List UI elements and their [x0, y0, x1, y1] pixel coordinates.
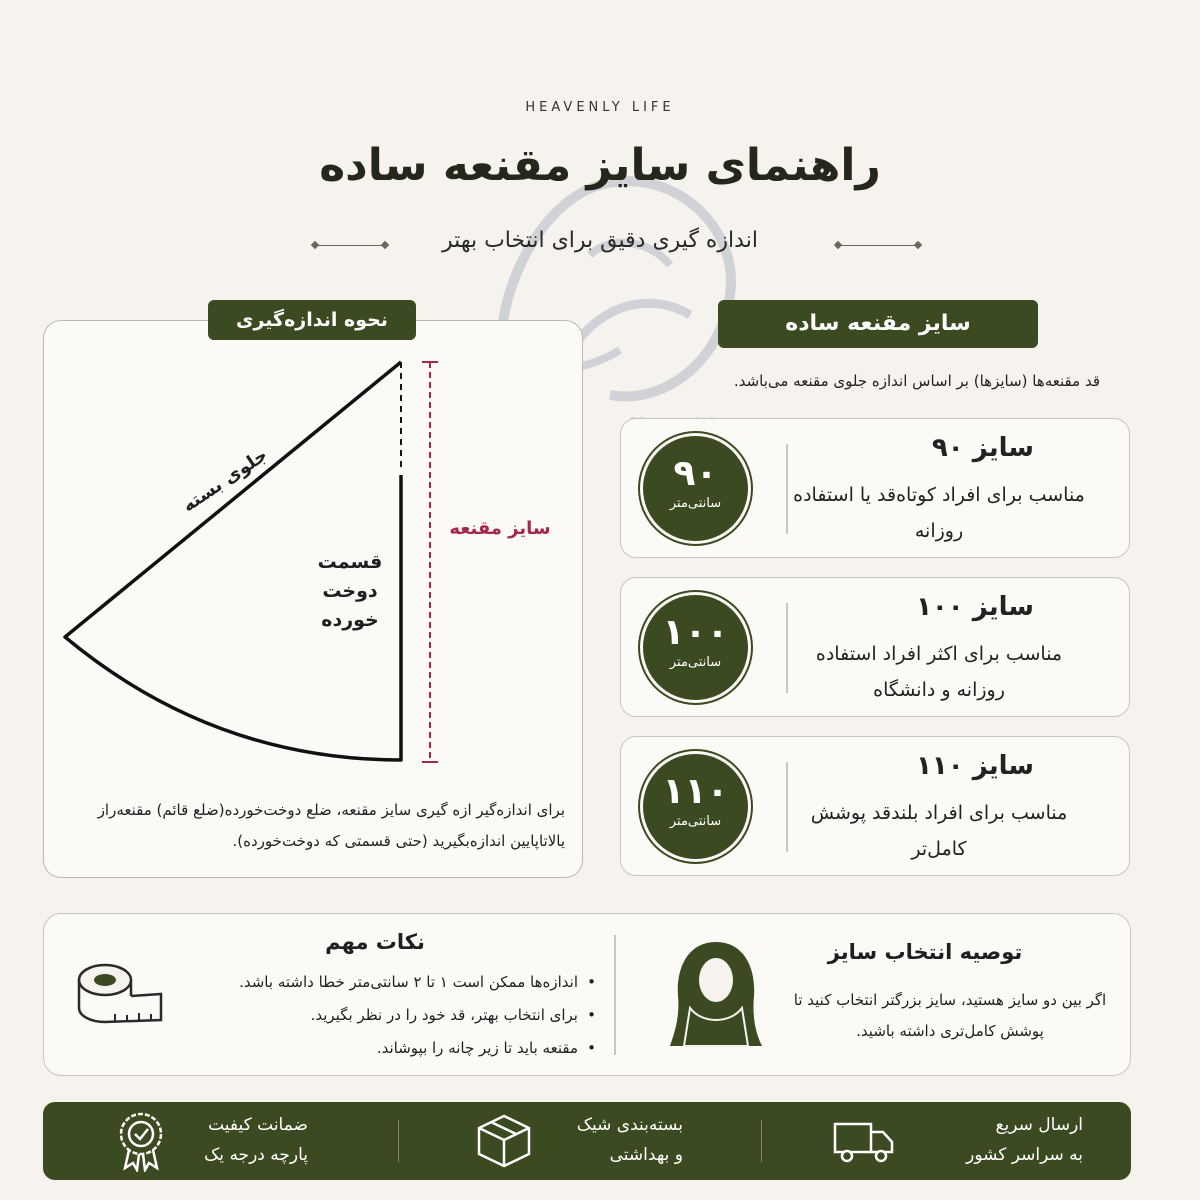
size-card-110: [620, 736, 1130, 876]
size-circle: [643, 754, 748, 859]
quality-text: [163, 1110, 308, 1170]
shipping-title: ارسال سریع: [995, 1115, 1083, 1135]
notes-item: • مقنعه باید تا زیر چانه را بپوشاند.: [170, 1032, 600, 1065]
packaging-text: [513, 1110, 683, 1170]
notes-title: نکات مهم: [325, 930, 425, 954]
size-label: سایز مقنعه: [449, 518, 551, 539]
tip-title: توصیه انتخاب سایز: [827, 940, 1023, 964]
size-unit: سانتی‌متر: [669, 814, 722, 829]
size-unit: سانتی‌متر: [669, 655, 722, 670]
size-title: سایز ۱۰۰: [916, 592, 1034, 622]
size-title: سایز ۱۱۰: [916, 751, 1034, 781]
tip-text: اگر بین دو سایز هستید، سایز بزرگتر انتخاب کنید تا پوشش کامل‌تری داشته باشید.: [793, 991, 1107, 1040]
size-description: مناسب برای افراد بلندقد پوشش کامل‌تر: [810, 802, 1068, 860]
quality-badge-icon: [115, 1110, 167, 1172]
notes-divider: [614, 935, 616, 1055]
truck-icon: [833, 1120, 895, 1164]
tape-measure-icon: [75, 960, 165, 1028]
size-title: سایز ۹۰: [931, 433, 1034, 463]
size-number: ۱۰۰: [662, 612, 729, 653]
notes-list: [170, 966, 600, 1065]
measure-instruction: برای اندازه‌گیر ازه گیری سایز مقنعه، ضلع دوخت‌خورده(ضلع قائم) مقنعه‌راز یالاتاپایین اندازه‌بگیرید (حتی قسمتی که دوخت‌خورده).: [97, 801, 565, 850]
footer-divider: [398, 1120, 399, 1162]
sewn-label: قسمت دوخت خورده: [317, 551, 383, 631]
front-label: جلوی بسته: [178, 444, 272, 517]
quality-title: ضمانت کیفیت: [208, 1115, 308, 1135]
notes-item: • برای انتخاب بهتر، قد خود را در نظر بگیرید.: [170, 999, 600, 1032]
card-divider: [786, 603, 788, 693]
hijab-woman-icon: [668, 938, 764, 1050]
packaging-title: بسته‌بندی شیک: [576, 1115, 683, 1135]
sizes-badge: سایز مقنعه ساده: [718, 300, 1038, 348]
page-subtitle: اندازه گیری دقیق برای انتخاب بهتر: [442, 228, 758, 253]
subtitle-row: [0, 228, 1200, 264]
size-description: مناسب برای اکثر افراد استفاده روزانه و دانشگاه: [815, 643, 1063, 701]
footer-bar: [43, 1102, 1131, 1180]
size-card-100: [620, 577, 1130, 717]
packaging-subtitle: و بهداشتی: [609, 1145, 683, 1165]
sizes-intro: قد مقنعه‌ها (سایزها) بر اساس اندازه جلوی مقنعه می‌باشد.: [733, 372, 1100, 390]
card-divider: [786, 444, 788, 534]
size-number: ۱۱۰: [662, 771, 729, 812]
measure-badge: نحوه اندازه‌گیری: [208, 300, 416, 340]
shipping-text: [903, 1110, 1083, 1170]
ornament-left: [315, 245, 385, 246]
shipping-subtitle: به سراسر کشور: [966, 1145, 1083, 1165]
size-circle: [643, 436, 748, 541]
quality-subtitle: پارچه درجه یک: [204, 1145, 308, 1165]
ornament-right: [838, 245, 918, 246]
size-number: ۹۰: [673, 453, 718, 494]
footer-divider: [761, 1120, 762, 1162]
size-card-90: [620, 418, 1130, 558]
size-unit: سانتی‌متر: [669, 496, 722, 511]
notes-item: • اندازه‌ها ممکن است ۱ تا ۲ سانتی‌متر خطا داشته باشد.: [170, 966, 600, 999]
page-title: راهنمای سایز مقنعه ساده: [319, 140, 881, 191]
card-divider: [786, 762, 788, 852]
size-circle: [643, 595, 748, 700]
brand-name: HEAVENLY LIFE: [525, 100, 675, 115]
size-description: مناسب برای افراد کوتاه‌قد یا استفاده روزانه: [793, 484, 1085, 542]
